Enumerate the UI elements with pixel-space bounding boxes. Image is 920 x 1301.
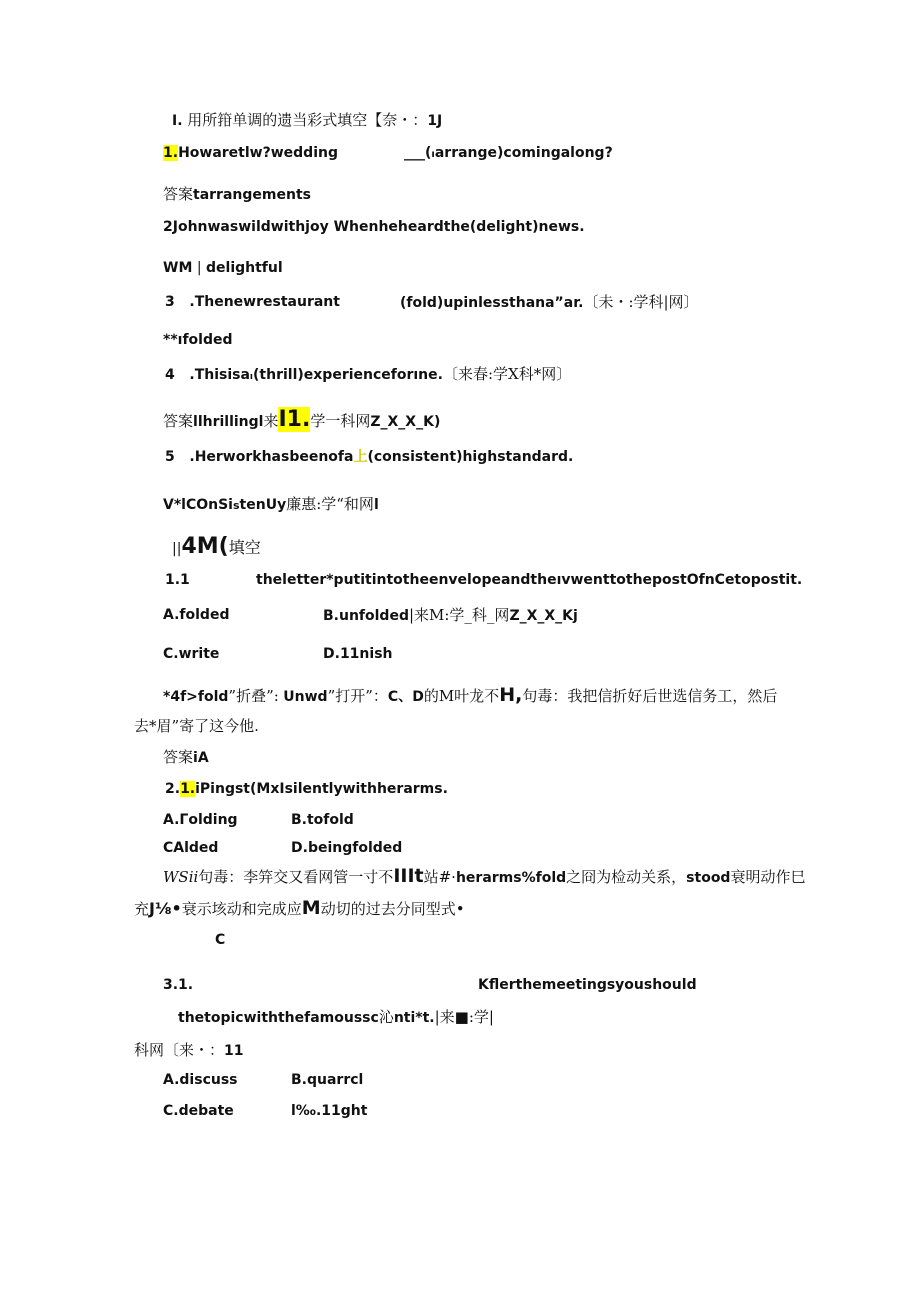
mc-question-1: theletter*putitintotheenvelopeandtheıvwenttothepostOfnCetopostit. (256, 572, 803, 588)
option-b: B.quarrcl (291, 1072, 364, 1088)
explanation-2: WSii句毒：李笄交又看网管一寸不IIIt站#·herarms%fold之冏为检动关系，stood衰明动作巳 (163, 865, 806, 887)
number-highlight: 1. (180, 781, 196, 797)
option-a: A.discuss (163, 1072, 238, 1088)
section-heading-1: I. 用所箝单调的遗当彩式填空【奈・：1J (172, 111, 443, 129)
question-3-rest: (fold)upinlessthana”ar.〔未・:学科|网〕 (400, 293, 699, 311)
option-b: B.unfolded|来M:学_科_网Z_X_X_Kj (323, 606, 578, 624)
answer-3: **ıfolded (163, 332, 233, 348)
highlight-mark: 上 (353, 449, 368, 465)
answer-mc-1: 答案iA (163, 748, 209, 766)
answer-4: 答案llhrillingl来I1.学一科网Z_X_X_K) (163, 407, 441, 432)
question-1-blank: ___(ıarrange)comingalong? (404, 145, 613, 161)
question-1: 1.Howaretlw?wedding (163, 145, 338, 161)
explanation-1-cont: 去*眉”寄了这今他. (134, 717, 259, 735)
option-d: l‰.11ght (291, 1103, 368, 1119)
answer-1: 答案tarrangements (163, 185, 311, 203)
question-4: 4 .Thisisaı(thrill)experienceforıne.〔来春:学X科*网〕 (165, 365, 572, 383)
answer-2: WM | delightful (163, 260, 283, 276)
option-b: B.tofold (291, 812, 354, 828)
option-d: D.beingfolded (291, 840, 403, 856)
question-2: 2Johnwaswildwithjoy Whenheheardthe(delight)news. (163, 219, 585, 235)
option-a: A.Γolding (163, 812, 238, 828)
question-3: 3 .Thenewrestaurant (165, 294, 340, 310)
number-highlight: I1. (278, 407, 311, 432)
mc-question-1-num: 1.1 (165, 572, 190, 588)
answer-5: V*lCOnSistenUy廉惠:学“和网l (163, 495, 379, 513)
option-c: C.write (163, 646, 220, 662)
option-c: C.debate (163, 1103, 234, 1119)
question-5: 5 .Herworkhasbeenofa上(consistent)highstandard. (165, 449, 574, 465)
answer-mc-2: C (215, 932, 226, 948)
option-c: CAlded (163, 840, 219, 856)
option-a: A.folded (163, 607, 230, 623)
mc-question-3-cont: thetopicwiththefamoussc沁nti*t.|来■:学| (178, 1008, 494, 1026)
mc-question-3-num: 3.1. (163, 977, 194, 993)
explanation-2-cont: 充J⅛•衰示垓动和完成应M动切的过去分同型式• (134, 897, 465, 919)
option-d: D.11nish (323, 646, 393, 662)
explanation-1: *4f>fold”折叠”: Unwd”打开”：C、D的M叶龙不H,句毒：我把信折好后世选信务工，然后 (163, 684, 778, 706)
number-highlight: 1. (163, 145, 179, 161)
mc-question-3-source: 科网〔来・：11 (134, 1041, 244, 1059)
mc-question-3: Kflerthemeetingsyoushould (478, 977, 697, 993)
mc-question-2: 2.1.iPingst(MxIsilentlywithherarms. (165, 781, 448, 797)
section-heading-2: ||4M(填空 (172, 534, 261, 559)
